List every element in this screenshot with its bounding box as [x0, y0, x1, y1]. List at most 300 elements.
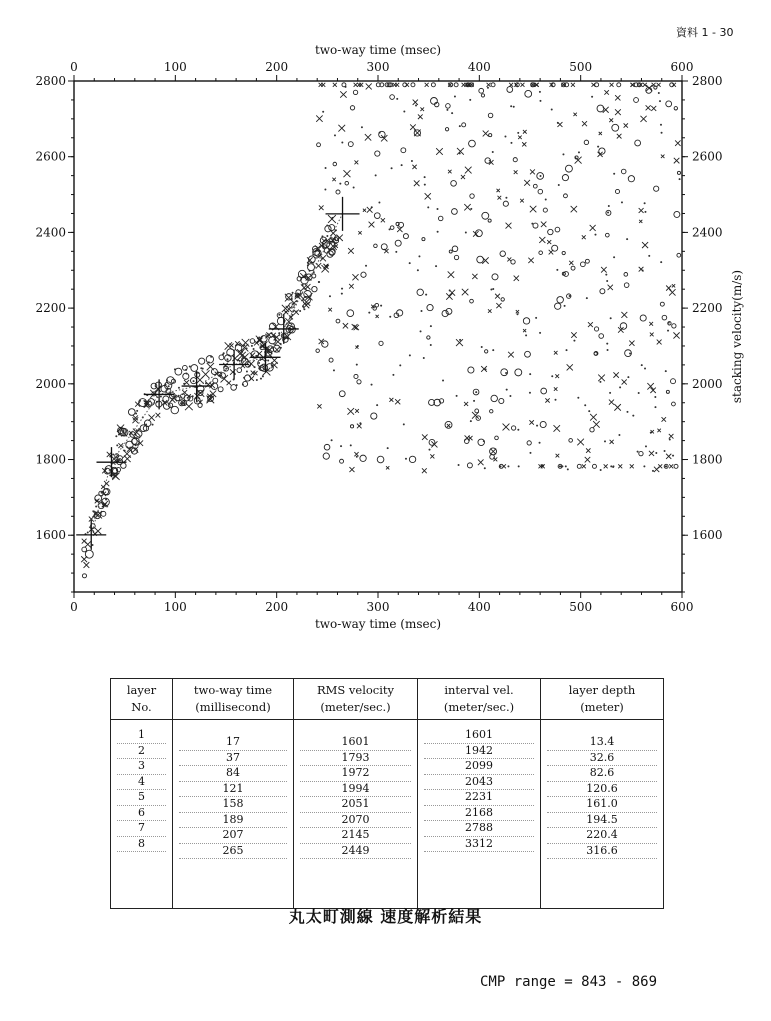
data-point-dot: [430, 325, 432, 327]
data-point-x: [232, 356, 238, 362]
data-point-dot: [427, 206, 429, 208]
data-point-x: [365, 134, 371, 140]
table-cell: 17: [179, 735, 287, 751]
header-interval: interval vel. (meter/sec.): [418, 679, 541, 720]
data-point-dot: [644, 211, 646, 213]
data-point-dot: [442, 380, 444, 382]
table-cell: 2: [117, 744, 166, 760]
table-cell: 1972: [300, 766, 411, 782]
data-point-dot: [415, 105, 417, 107]
data-point-x: [658, 464, 662, 468]
data-point-x: [577, 439, 584, 446]
data-point-dot: [665, 465, 667, 467]
data-point-dot: [389, 228, 391, 230]
data-point-dot: [505, 372, 507, 374]
data-point-x: [530, 206, 537, 213]
data-point-o: [557, 297, 564, 304]
data-point-x: [675, 140, 680, 145]
data-point-dot: [185, 372, 187, 374]
data-point-dot: [429, 449, 431, 451]
x-axis-title-top: two-way time (msec): [314, 43, 442, 57]
data-point-x: [582, 121, 587, 126]
data-point-x: [418, 114, 423, 119]
data-point-dot: [152, 424, 154, 426]
x-tick-label-top: 200: [265, 60, 289, 74]
data-point-dot: [341, 293, 343, 295]
data-point-o: [677, 171, 680, 174]
data-point-x: [522, 142, 526, 146]
plot-frame: [74, 81, 682, 592]
data-point-dot: [341, 142, 343, 144]
data-point-x: [422, 468, 427, 473]
data-point-dot: [112, 454, 114, 456]
data-point-o: [286, 294, 292, 300]
table-cell: 1: [117, 728, 166, 744]
data-point-x: [405, 83, 409, 87]
data-point-dot: [395, 251, 397, 253]
data-point-x: [588, 322, 593, 327]
data-point-dot: [278, 314, 280, 316]
data-point-dot: [301, 299, 303, 301]
data-point-o: [612, 124, 619, 131]
data-point-x: [573, 113, 576, 116]
data-point-o: [454, 255, 458, 259]
data-point-dot: [458, 464, 460, 466]
data-point-x: [462, 289, 469, 296]
data-point-dot: [254, 366, 256, 368]
data-point-dot: [492, 288, 494, 290]
data-point-dot: [599, 381, 601, 383]
data-point-o: [467, 463, 472, 468]
data-point-o: [677, 253, 681, 257]
data-point-x: [249, 376, 254, 381]
table-cell: 1601: [300, 735, 411, 751]
data-point-dot: [380, 305, 382, 307]
data-point-x: [590, 414, 597, 421]
data-point-o: [499, 398, 504, 403]
data-point-o: [634, 98, 639, 103]
data-point-dot: [517, 132, 519, 134]
data-point-x: [571, 332, 576, 337]
picked-velocity-cross: [326, 197, 360, 231]
table-cell: 1793: [300, 751, 411, 767]
data-point-o: [624, 283, 629, 288]
data-point-o: [674, 107, 677, 110]
data-point-dot: [551, 108, 553, 110]
data-point-dot: [510, 142, 512, 144]
data-point-x: [357, 83, 361, 87]
data-point-dot: [613, 256, 615, 258]
data-point-dot: [529, 392, 531, 394]
data-point-x: [582, 235, 586, 239]
data-point-dot: [341, 288, 343, 290]
data-point-o: [662, 315, 667, 320]
data-point-dot: [160, 395, 162, 397]
data-point-dot: [325, 167, 327, 169]
data-point-x: [651, 106, 656, 111]
data-point-dot: [399, 364, 401, 366]
x-tick-label-bottom: 300: [366, 600, 390, 614]
data-point-dot: [459, 125, 461, 127]
data-point-x: [207, 363, 214, 370]
data-point-o: [375, 151, 380, 156]
data-point-o: [231, 385, 237, 391]
figure-caption: 丸太町測線 速度解析結果: [288, 907, 483, 926]
data-point-dot: [562, 153, 564, 155]
table-cell: 7: [117, 821, 166, 837]
data-point-o: [354, 374, 358, 378]
data-point-x: [554, 425, 560, 431]
data-point-dot: [180, 396, 182, 398]
data-point-x: [598, 375, 605, 382]
data-point-o: [569, 439, 573, 443]
table-cell: 2449: [300, 844, 411, 860]
data-point-o: [660, 302, 664, 306]
data-point-o: [533, 184, 537, 188]
rms-column: [294, 728, 417, 859]
data-point-o: [671, 379, 676, 384]
data-point-dot: [449, 289, 451, 291]
data-point-dot: [392, 374, 394, 376]
data-point-x: [389, 398, 393, 402]
data-point-dot: [660, 261, 662, 263]
picked-velocity-cross: [269, 314, 299, 344]
data-point-o: [357, 380, 361, 384]
data-point-dot: [200, 367, 202, 369]
data-point-dot: [644, 367, 646, 369]
table-cell: 207: [179, 828, 287, 844]
data-point-dot: [95, 506, 97, 508]
velocity-table: [110, 678, 664, 909]
data-point-dot: [253, 348, 255, 350]
data-point-x: [328, 215, 336, 223]
data-point-x: [340, 91, 346, 97]
data-point-x: [541, 222, 547, 228]
data-point-o: [599, 334, 604, 339]
data-point-dot: [606, 343, 608, 345]
data-point-dot: [365, 265, 367, 267]
data-point-x: [529, 420, 533, 424]
data-point-x: [646, 105, 651, 110]
data-point-x: [461, 175, 465, 179]
data-point-dot: [262, 375, 264, 377]
data-point-x: [520, 83, 524, 87]
data-point-x: [666, 454, 671, 459]
data-point-o: [409, 456, 415, 462]
table-cell: 1601: [424, 728, 534, 744]
table-cell: 2099: [424, 759, 534, 775]
data-point-x: [447, 424, 450, 427]
data-point-dot: [168, 385, 170, 387]
data-point-dot: [87, 531, 89, 533]
data-point-dot: [376, 404, 378, 406]
data-point-x: [615, 95, 620, 100]
x-tick-label-top: 600: [670, 60, 694, 74]
data-point-x: [673, 332, 679, 338]
data-point-x: [567, 364, 573, 370]
data-point-x: [472, 412, 479, 419]
data-point-dot: [609, 392, 611, 394]
data-point-x: [662, 417, 667, 422]
y-tick-label-left: 2600: [35, 149, 66, 164]
data-point-dot: [658, 92, 660, 94]
data-point-x: [657, 340, 662, 345]
data-point-o: [565, 165, 572, 172]
data-point-dot: [437, 231, 439, 233]
data-point-x: [472, 274, 477, 279]
data-point-o: [501, 298, 504, 301]
data-point-x: [384, 249, 388, 253]
data-point-o: [218, 387, 223, 392]
data-point-o: [590, 428, 594, 432]
data-point-dot: [403, 423, 405, 425]
data-point-x: [547, 240, 551, 244]
data-point-o: [377, 456, 384, 463]
data-point-o: [199, 358, 205, 364]
data-point-x: [557, 122, 562, 127]
data-point-dot: [655, 452, 657, 454]
data-point-x: [317, 404, 321, 408]
data-point-dot: [490, 289, 492, 291]
data-point-dot: [93, 510, 95, 512]
data-point-o: [411, 83, 415, 87]
data-point-o: [191, 365, 198, 372]
data-point-o: [381, 244, 387, 250]
data-point-dot: [417, 269, 419, 271]
data-point-o: [477, 256, 484, 263]
data-point-x: [320, 255, 326, 261]
data-point-x: [649, 322, 653, 326]
x-tick-label-top: 100: [163, 60, 187, 74]
data-point-dot: [340, 445, 342, 447]
data-point-x: [496, 303, 501, 308]
data-point-dot: [648, 255, 650, 257]
data-point-x: [629, 341, 634, 346]
data-point-x: [430, 454, 434, 458]
data-point-dot: [555, 399, 557, 401]
data-point-dot: [539, 91, 541, 93]
data-point-x: [549, 250, 554, 255]
data-point-dot: [403, 110, 405, 112]
data-point-x: [640, 116, 646, 122]
data-point-dot: [278, 332, 280, 334]
data-point-dot: [525, 334, 527, 336]
data-point-x: [657, 83, 661, 87]
data-point-x: [502, 464, 506, 468]
data-point-dot: [539, 100, 541, 102]
data-point-x: [652, 83, 656, 87]
data-point-dot: [255, 355, 257, 357]
data-point-x: [410, 124, 416, 130]
data-point-x: [376, 315, 379, 318]
table-cell: 8: [117, 837, 166, 853]
data-point-dot: [197, 372, 199, 374]
data-point-x: [639, 220, 642, 223]
data-point-x: [352, 274, 358, 280]
data-point-dot: [487, 87, 489, 89]
data-point-o: [462, 123, 466, 127]
interval-column: [418, 728, 540, 852]
x-tick-label-bottom: 400: [467, 600, 491, 614]
data-point-dot: [507, 465, 509, 467]
data-point-x: [610, 440, 614, 444]
data-point-dot: [243, 377, 245, 379]
data-point-dot: [556, 269, 558, 271]
data-point-o: [317, 143, 321, 147]
data-point-dot: [591, 96, 593, 98]
x-tick-label-bottom: 500: [569, 600, 593, 614]
data-point-x: [609, 400, 614, 405]
data-point-o: [151, 383, 157, 389]
data-point-x: [523, 329, 526, 332]
data-point-o: [454, 83, 458, 87]
data-point-o: [171, 406, 179, 414]
data-point-dot: [318, 281, 320, 283]
data-point-o: [333, 162, 337, 166]
data-point-dot: [136, 410, 138, 412]
data-point-dot: [672, 455, 674, 457]
data-point-o: [562, 251, 565, 254]
data-point-o: [621, 169, 626, 174]
data-point-x: [556, 454, 560, 458]
table-cell: 2070: [300, 813, 411, 829]
data-point-dot: [564, 305, 566, 307]
data-point-dot: [368, 312, 370, 314]
data-point-x: [545, 398, 549, 402]
table-cell: 5: [117, 790, 166, 806]
data-point-dot: [251, 345, 253, 347]
data-point-x: [530, 169, 535, 174]
data-point-o: [446, 104, 451, 109]
data-point-o: [128, 409, 135, 416]
data-point-o: [390, 95, 395, 100]
table-cell: 2788: [424, 821, 534, 837]
data-point-dot: [178, 387, 180, 389]
data-point-o: [654, 186, 659, 191]
x-tick-label-top: 500: [569, 60, 593, 74]
data-point-o: [584, 140, 588, 144]
data-point-x: [615, 109, 621, 115]
data-point-o: [624, 273, 628, 277]
data-point-dot: [469, 99, 471, 101]
data-point-o: [336, 319, 340, 323]
data-point-x: [582, 464, 586, 468]
data-point-dot: [558, 184, 560, 186]
data-point-x: [610, 83, 614, 87]
data-point-dot: [411, 160, 413, 162]
data-point-dot: [180, 402, 182, 404]
data-point-o: [446, 308, 452, 314]
data-point-o: [348, 142, 353, 147]
data-point-dot: [535, 317, 537, 319]
data-point-o: [600, 289, 605, 294]
y-tick-label-left: 2000: [35, 376, 66, 391]
data-point-dot: [409, 262, 411, 264]
data-point-dot: [619, 386, 621, 388]
data-point-o: [617, 83, 621, 87]
data-point-x: [621, 312, 627, 318]
data-point-o: [211, 383, 217, 389]
data-point-dot: [335, 242, 337, 244]
data-point-dot: [569, 295, 571, 297]
data-point-o: [503, 201, 508, 206]
data-point-x: [413, 100, 418, 105]
y-tick-label-right: 2800: [692, 74, 723, 88]
data-point-x: [464, 402, 468, 406]
data-point-dot: [661, 132, 663, 134]
data-point-o: [176, 397, 180, 401]
y-tick-label-left: 2200: [35, 301, 66, 316]
data-point-x: [643, 83, 647, 87]
data-point-x: [666, 286, 671, 291]
data-point-x: [509, 83, 513, 87]
data-point-o: [422, 238, 425, 241]
data-point-dot: [652, 470, 654, 472]
data-point-dot: [243, 344, 245, 346]
data-point-o: [273, 345, 280, 352]
data-point-o: [539, 251, 543, 255]
data-point-dot: [626, 238, 628, 240]
data-point-x: [593, 421, 600, 428]
data-point-dot: [586, 297, 588, 299]
data-point-o: [523, 318, 529, 324]
data-point-o: [227, 349, 234, 356]
data-point-dot: [303, 308, 305, 310]
layer-column: [111, 728, 172, 852]
data-point-dot: [292, 292, 294, 294]
table-cell: 220.4: [547, 828, 657, 844]
data-point-x: [585, 457, 591, 463]
data-point-x: [524, 180, 530, 186]
data-point-o: [533, 223, 538, 228]
data-point-o: [250, 339, 255, 344]
data-point-x: [381, 218, 385, 222]
data-point-dot: [665, 370, 667, 372]
data-point-x: [590, 225, 596, 231]
data-point-x: [464, 204, 470, 210]
data-point-x: [319, 83, 323, 87]
y-tick-label-right: 2000: [692, 376, 723, 391]
data-point-dot: [334, 134, 336, 136]
table-cell: 82.6: [547, 766, 657, 782]
data-point-x: [539, 237, 545, 243]
data-point-o: [571, 266, 575, 270]
y-tick-label-right: 2400: [692, 225, 723, 240]
data-point-dot: [409, 354, 411, 356]
data-point-o: [469, 140, 476, 147]
data-point-dot: [421, 310, 423, 312]
data-point-o: [347, 310, 354, 317]
data-point-x: [85, 541, 91, 547]
data-point-x: [554, 351, 558, 355]
data-point-dot: [621, 201, 623, 203]
data-point-dot: [481, 346, 483, 348]
data-point-x: [221, 375, 228, 382]
data-point-dot: [299, 310, 301, 312]
data-point-dot: [606, 280, 608, 282]
data-point-o: [308, 264, 315, 271]
data-point-o: [491, 83, 495, 87]
data-point-x: [357, 424, 362, 429]
data-point-o: [640, 315, 646, 321]
data-point-x: [642, 242, 648, 248]
data-point-o: [597, 105, 604, 112]
data-point-dot: [517, 429, 519, 431]
data-point-dot: [246, 371, 248, 373]
data-point-dot: [424, 184, 426, 186]
data-point-x: [241, 353, 249, 361]
data-point-dot: [641, 364, 643, 366]
